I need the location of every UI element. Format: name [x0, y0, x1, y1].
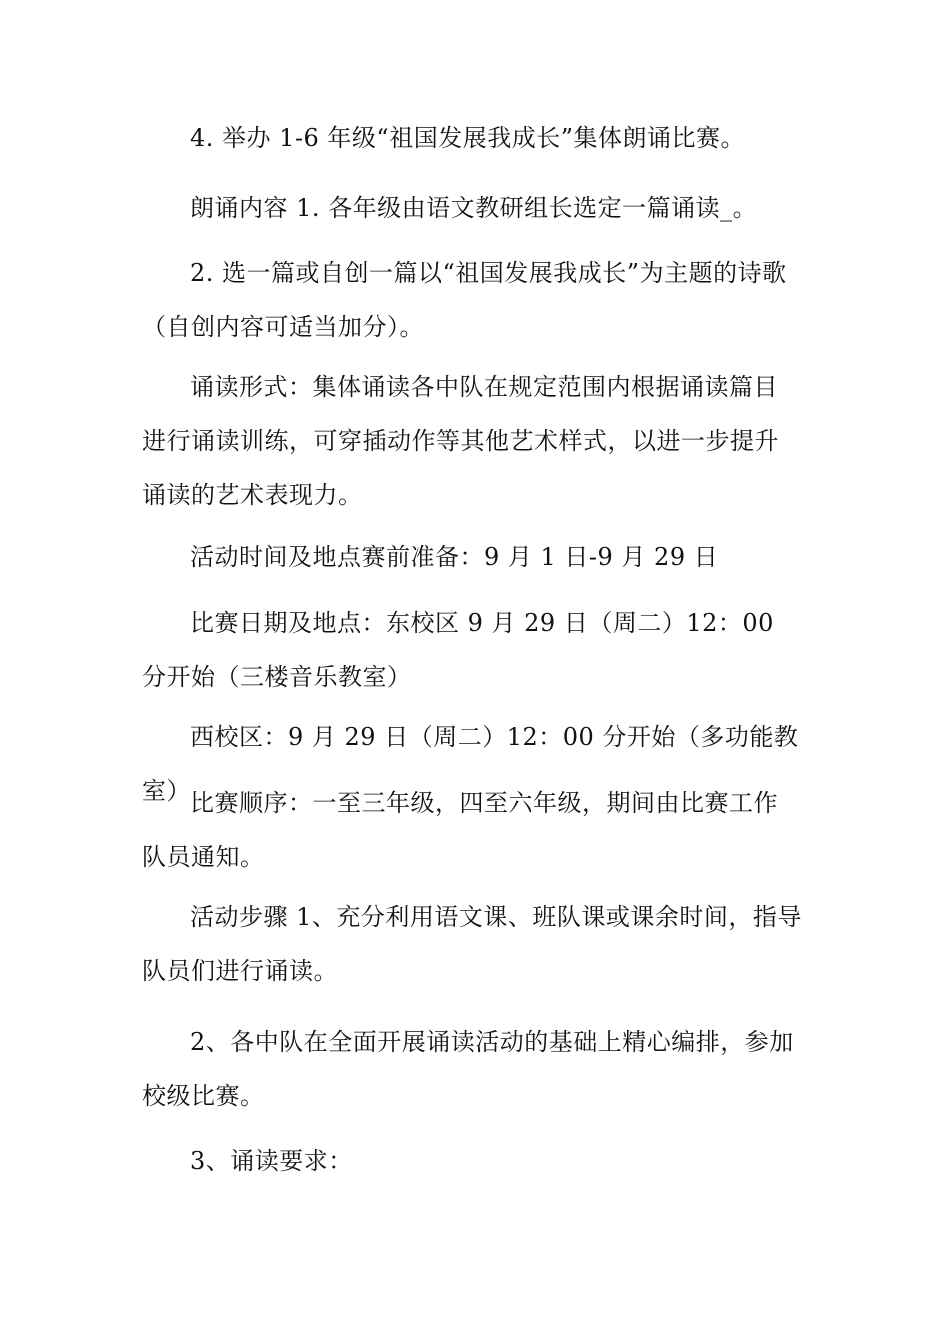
paragraph-west-campus-schedule: 西校区：9 月 29 日（周二）12：00 分开始（多功能教室） — [142, 723, 799, 805]
paragraph-recitation-form: 诵读形式：集体诵读各中队在规定范围内根据诵读篇目进行诵读训练，可穿插动作等其他艺术样式，以进一步提升诵读的艺术表现力。 — [142, 373, 779, 509]
paragraph-poem-selection: 2. 选一篇或自创一篇以“祖国发展我成长”为主题的诗歌（自创内容可适当加分）。 — [142, 259, 787, 341]
paragraph-activity-step-1: 活动步骤 1、充分利用语文课、班队课或课余时间，指导队员们进行诵读。 — [142, 903, 802, 985]
paragraph-competition-order: 比赛顺序：一至三年级，四至六年级，期间由比赛工作队员通知。 — [142, 789, 778, 871]
paragraph-recitation-contest: 4. 举办 1-6 年级“祖国发展我成长”集体朗诵比赛。 — [190, 124, 745, 152]
paragraph-east-campus-schedule: 比赛日期及地点：东校区 9 月 29 日（周二）12：00 分开始（三楼音乐教室） — [142, 609, 774, 691]
paragraph-activity-step-2: 2、各中队在全面开展诵读活动的基础上精心编排，参加校级比赛。 — [142, 1028, 794, 1110]
paragraph-recitation-content: 朗诵内容 1. 各年级由语文教研组长选定一篇诵读_。 — [190, 194, 758, 222]
paragraph-preparation-time: 活动时间及地点赛前准备：9 月 1 日-9 月 29 日 — [190, 543, 719, 571]
paragraph-recitation-requirements: 3、诵读要求： — [190, 1147, 353, 1175]
